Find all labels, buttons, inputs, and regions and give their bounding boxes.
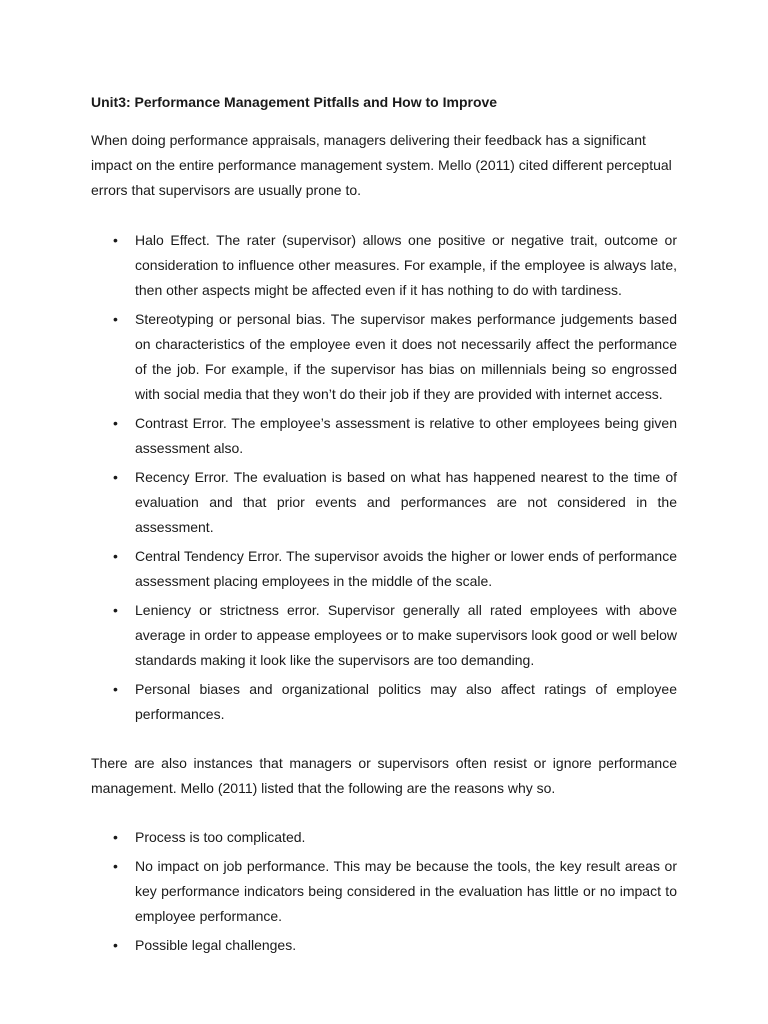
list-item xyxy=(91,933,677,958)
perceptual-errors-list xyxy=(91,228,677,727)
list-item xyxy=(91,228,677,303)
list-item xyxy=(91,598,677,673)
resistance-paragraph: There are also instances that managers or supervisors often resist or ignore performance management. Mello (2011) listed that the following are the reasons why so. xyxy=(91,755,677,796)
list-item-text: No impact on job performance. This may be because the tools, the key result areas or key performance indicators being considered in the evaluation has little or no impact to employee performance. xyxy=(135,858,677,924)
bullet-icon: • xyxy=(113,829,118,845)
page-title: Unit3: Performance Management Pitfalls and How to Improve xyxy=(91,94,498,110)
list-item-text: Personal biases and organizational politics may also affect ratings of employee performances. xyxy=(135,681,677,722)
list-item xyxy=(91,544,677,594)
list-item xyxy=(91,677,677,727)
list-item xyxy=(91,465,677,540)
bullet-icon: • xyxy=(113,602,118,618)
intro-paragraph: When doing performance appraisals, managers delivering their feedback has a significant impact on the entire performance management system. Mello (2011) cited different perceptual errors that supervisors are usually prone to. xyxy=(91,132,672,198)
bullet-icon: • xyxy=(113,311,118,327)
list-item xyxy=(91,411,677,461)
bullet-icon: • xyxy=(113,858,118,874)
list-item-text: Possible legal challenges. xyxy=(135,937,297,953)
resistance-reasons-list xyxy=(91,825,677,958)
list-item xyxy=(91,825,677,850)
list-item-text: Contrast Error. The employee’s assessment is relative to other employees being given assessment also. xyxy=(135,415,677,456)
list-item xyxy=(91,854,677,929)
list-item-text: Central Tendency Error. The supervisor avoids the higher or lower ends of performance assessment placing employees in the middle of the scale. xyxy=(135,548,677,589)
list-item-text: Process is too complicated. xyxy=(135,829,306,845)
list-item-text: Stereotyping or personal bias. The supervisor makes performance judgements based on characteristics of the employee even it does not necessarily affect the performance of the job. For example, if the supervisor has bias on millennials being so engrossed with social media that they won’t do their job if they are provided with internet access. xyxy=(135,311,677,402)
bullet-icon: • xyxy=(113,469,118,485)
bullet-icon: • xyxy=(113,232,118,248)
list-item xyxy=(91,307,677,407)
bullet-icon: • xyxy=(113,681,118,697)
list-item-text: Halo Effect. The rater (supervisor) allows one positive or negative trait, outcome or consideration to influence other measures. For example, if the employee is always late, then other aspects might be affected even if it has nothing to do with tardiness. xyxy=(135,232,677,298)
bullet-icon: • xyxy=(113,548,118,564)
bullet-icon: • xyxy=(113,937,118,953)
list-item-text: Recency Error. The evaluation is based on what has happened nearest to the time of evaluation and that prior events and performances are not considered in the assessment. xyxy=(135,469,677,535)
bullet-icon: • xyxy=(113,415,118,431)
list-item-text: Leniency or strictness error. Supervisor generally all rated employees with above average in order to appease employees or to make supervisors look good or well below standards making it look like the supervisors are too demanding. xyxy=(135,602,677,668)
